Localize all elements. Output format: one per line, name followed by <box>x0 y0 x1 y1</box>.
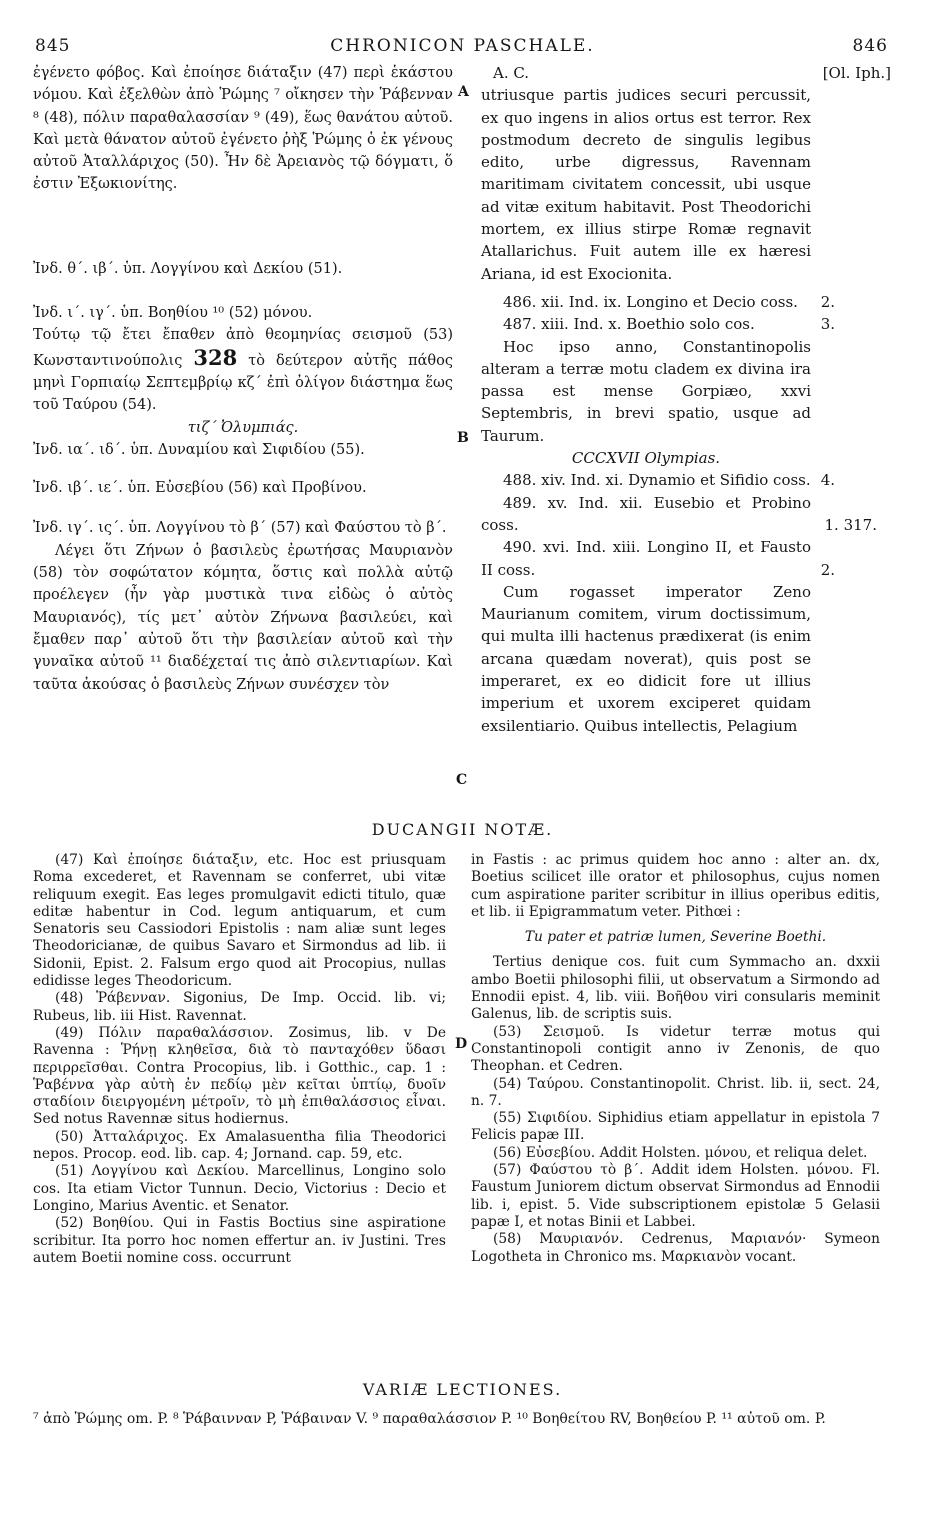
greek-paragraph-1: ἐγένετο φόβος. Καὶ ἐποίησε διάταξιν (47) περὶ ἑκάστου νόμου. Καὶ ἐξελθὼν ἀπὸ Ῥώμης ⁷ οἴκησεν τὴν Ῥάβενναν ⁸ (48), πόλιν παραθαλασσίαν ⁹ (49), ἕως θανάτου αὐτοῦ. Καὶ μετὰ θάνατον αὐτοῦ ἐγένετο ῥὴξ Ῥώμης ὁ ἐκ γένους αὐτοῦ Ἀταλλάριχος (50). Ἦν δὲ Ἀρειανὸς τῷ δόγματι, ὅ ἐστιν Ἐξωκιονίτης. <box>33 65 453 193</box>
greek-indiction-1: Ἰνδ. θ΄. ιβ΄. ὑπ. Λογγίνου καὶ Δεκίου (51). <box>33 260 343 277</box>
latin-entry-486-number: 2. <box>820 292 835 311</box>
latin-entry-489-text: 489. xv. Ind. xii. Eusebio et Probino coss. <box>481 493 811 534</box>
latin-entry-487-text: 487. xiii. Ind. x. Boethio solo cos. <box>503 315 755 334</box>
variae-lectiones-text: ⁷ ἀπὸ Ῥώμης om. P. ⁸ Ῥάβαινναν P, Ῥάβαιναν V. ⁹ παραθαλάσσιον P. ¹⁰ Βοηθείτου RV, Βοηθείου P. ¹¹ αὐτοῦ om. P. <box>33 1411 826 1427</box>
variae-lectiones-title: VARIÆ LECTIONES. <box>362 1380 563 1399</box>
greek-column <box>33 62 453 696</box>
greek-paragraph-2-start: Τούτῳ τῷ ἔτει ἔπαθεν ἀπὸ θεομηνίας σεισμοῦ (53) Κωνσταντινούπολις <box>33 327 453 369</box>
note-55: (55) Σιφιδίου. Siphidius etiam appellatur in epistola 7 Felicis papæ III. <box>471 1110 880 1144</box>
latin-entry-489 <box>481 492 877 537</box>
note-57: (57) Φαύστου τὸ β΄. Addit idem Holsten. μόνου. Fl. Faustum Juniorem dictum observat Sirmondus ad Ennodii lib. i, epist. 5. Vide subscriptionem epistolæ 5 Gelasii papæ I, et notas Binii et Labbei. <box>471 1162 880 1230</box>
ducange-notes-title: DUCANGII NOTÆ. <box>371 820 554 839</box>
greek-indiction-5: Ἰνδ. ιγ΄. ις΄. ὑπ. Λογγίνου τὸ β΄ (57) καὶ Φαύστου τὸ β΄. <box>33 520 447 537</box>
note-52: (52) Βοηθίου. Qui in Fastis Boctius sine aspiratione scribitur. Ita porro hoc nomen effertur an. iv Justini. Tres autem Boetii nomine coss. occurrunt <box>33 1215 446 1266</box>
greek-paragraph-3: Λέγει ὅτι Ζήνων ὁ βασιλεὺς ἐρωτήσας Μαυριανὸν (58) τὸν σοφώτατον κόμητα, ὅστις καὶ πολλὰ αὐτῷ προέλεγεν (ἦν γὰρ μυστικὰ τινα εἰδὼς ὁ αὐτὸς Μαυριανός), τίς μετ᾽ αὐτὸν Ζήνωνα βασιλεύει, καὶ ἔμαθεν παρ᾽ αὐτοῦ ὅτι τὴν βασιλείαν αὐτοῦ καὶ τὴν γυναῖκα αὐτοῦ ¹¹ διαδέχεταί τις ἀπὸ σιλεντιαρίων. Καὶ ταῦτα ἀκούσας ὁ βασιλεὺς Ζήνων συνέσχεν τὸν <box>33 542 453 693</box>
latin-olympiad-heading: CCCXVII Olympias. <box>571 449 721 468</box>
note-56: (56) Εὐσεβίου. Addit Holsten. μόνου, et reliqua delet. <box>493 1144 868 1161</box>
greek-paragraph-2 <box>33 324 453 416</box>
greek-indiction-3: Ἰνδ. ια΄. ιδ΄. ὑπ. Δυναμίου καὶ Σιφιδίου (55). <box>33 441 365 458</box>
latin-entry-487-number: 3. <box>820 315 835 334</box>
note-47: (47) Καὶ ἐποίησε διάταξιν, etc. Hoc est priusquam Roma excederet, et Ravennam se conferret, ubi vitæ reliquum exegit. Eas leges promulgavit edicti titulo, quæ editæ habentur in Cod. legum antiquarum, et cum Senatoris seu Cassiodori Epistolis : nam aliæ sunt leges Theodoricianæ, de quibus Savaro et Sirmondus ad lib. ii Sidonii, Epist. 2. Falsum ergo quod ait Procopius, nullas edidisse leges Theodoricum. <box>33 852 446 990</box>
note-50: (50) Ἀτταλάριχος. Ex Amalasuentha filia Theodorici nepos. Procop. eod. lib. cap. 4; Jornand. cap. 59, etc. <box>33 1128 446 1163</box>
latin-entry-490-number: 2. <box>820 560 835 579</box>
column-number-marker: 328 <box>193 344 238 370</box>
olympiad-header-label: [Ol. Iph.] <box>822 64 891 82</box>
note-48: (48) Ῥάβενναν. Sigonius, De Imp. Occid. lib. vi; Rubeus, lib. iii Hist. Ravennat. <box>33 990 446 1024</box>
note-51: (51) Λογγίνου καὶ Δεκίου. Marcellinus, Longino solo cos. Ita etiam Victor Tunnun. Decio, Victorius : Decio et Longino, Marius Aventic. et Senator. <box>33 1163 446 1214</box>
latin-paragraph-3: Cum rogasset imperator Zeno Maurianum comitem, virum doctissimum, qui multa illi hactenus prædixerat (is enim arcana quædam noverat), quis post se imperaret, ex eo didicit fore ut illius imperium et uxorem exciperet quidam exsilentiario. Quibus intellectis, Pelagium <box>481 582 811 735</box>
latin-entry-489-number: 1. 317. <box>824 515 877 534</box>
note-52-continued: in Fastis : ac primus quidem hoc anno : alter an. dx, Boetius scilicet ille orator et philosophus, cujus nomen cum aspiratione pariter scribitur in illius operibus editis, et lib. ii Epigrammatum veter. Pithœi : <box>471 852 880 920</box>
latin-entry-487 <box>481 313 835 335</box>
note-52-verse: Tu pater et patriæ lumen, Severine Boethi. <box>524 929 827 946</box>
running-title: CHRONICON PASCHALE. <box>330 36 595 56</box>
margin-letter-c: C <box>456 772 468 788</box>
latin-paragraph-1: utriusque partis judices securi percussit, ex quo ingens in alios ortus est terror. Rex postmodum decreto de singulis legibus edito, urbe digressus, Ravennam maritimam civitatem concessit, ubi usque ad vitæ exitum habitavit. Post Theodorichi mortem, ex illius stirpe Romæ regnavit Atallarichus. Fuit autem ille ex hæresi Ariana, id est Exocionita. <box>481 86 811 283</box>
latin-entry-488-text: 488. xiv. Ind. xi. Dynamio et Sifidio coss. <box>503 471 811 490</box>
margin-letter-a: A <box>458 84 469 100</box>
latin-header-line <box>481 62 891 84</box>
latin-column <box>481 62 891 737</box>
note-52-continued-2: Tertius denique cos. fuit cum Symmacho an. dxxii ambo Boetii philosophi filii, ut observatum a Sirmondo ad Ennodii epist. 4, lib. viii. Βοῆθου viri consularis meminit Galenus, lib. de scriptis suis. <box>471 954 880 1023</box>
page-number-left: 845 <box>35 36 71 56</box>
latin-entry-490-text: 490. xvi. Ind. xiii. Longino II, et Fausto II coss. <box>481 538 811 579</box>
greek-olympiad-heading: τιζ΄ Ὀλυμπιάς. <box>187 419 299 436</box>
notes-left-column <box>33 852 446 1267</box>
latin-entry-490 <box>481 536 835 581</box>
note-58: (58) Μαυριανόν. Cedrenus, Μαριανόν· Symeon Logotheta in Chronico ms. Μαρκιανὸν vocant. <box>471 1231 880 1265</box>
latin-paragraph-2: Hoc ipso anno, Constantinopolis alteram a terræ motu cladem ex divina ira passa est mense Gorpiæo, xxvi Septembris, in brevi spatio, usque ad Taurum. <box>481 337 811 445</box>
margin-letter-b: B <box>457 430 469 446</box>
margin-letter-d: D <box>455 1036 468 1052</box>
note-54: (54) Ταύρου. Constantinopolit. Christ. lib. ii, sect. 24, n. 7. <box>471 1075 880 1109</box>
notes-right-column <box>471 852 880 1266</box>
greek-indiction-4: Ἰνδ. ιβ΄. ιε΄. ὑπ. Εὐσεβίου (56) καὶ Προβίνου. <box>33 480 367 497</box>
note-53: (53) Σεισμοῦ. Is videtur terræ motus qui Constantinopoli contigit anno iv Zenonis, de quo Theophan. et Cedren. <box>471 1023 880 1075</box>
latin-entry-488-number: 4. <box>820 471 835 490</box>
anno-christi-label: A. C. <box>493 64 530 82</box>
greek-indiction-2: Ἰνδ. ι΄. ιγ΄. ὑπ. Βοηθίου ¹⁰ (52) μόνου. <box>33 305 313 322</box>
note-49: (49) Πόλιν παραθαλάσσιον. Zosimus, lib. v De Ravenna : Ῥήνῃ κληθεῖσα, διὰ τὸ πανταχόθεν ὕδασι περιρρεῖσθαι. Contra Procopius, lib. i Gotthic., cap. 1 : Ῥαβέννα γὰρ αὐτὴ ἐν πεδίῳ μὲν κεῖται ὑπτίῳ, δυοῖν σταδίοιν διειργομένη μέτροῖν, τὸ μὴ ἐπιθαλάσσιος εἶναι. Sed notus Ravennæ situs hodiernus. <box>33 1024 446 1128</box>
latin-entry-486-text: 486. xii. Ind. ix. Longino et Decio coss. <box>503 292 798 311</box>
latin-entry-486 <box>481 291 835 313</box>
greek-paragraph-2-end: τὸ δεύτερον αὐτῆς πάθος μηνὶ Γορπιαίῳ Σεπτεμβρίῳ κζ΄ ἐπὶ ὀλίγον διάστημα ἕως τοῦ Ταύρου (54). <box>33 352 453 414</box>
latin-entry-488 <box>481 469 835 491</box>
page-number-right: 846 <box>852 36 888 56</box>
